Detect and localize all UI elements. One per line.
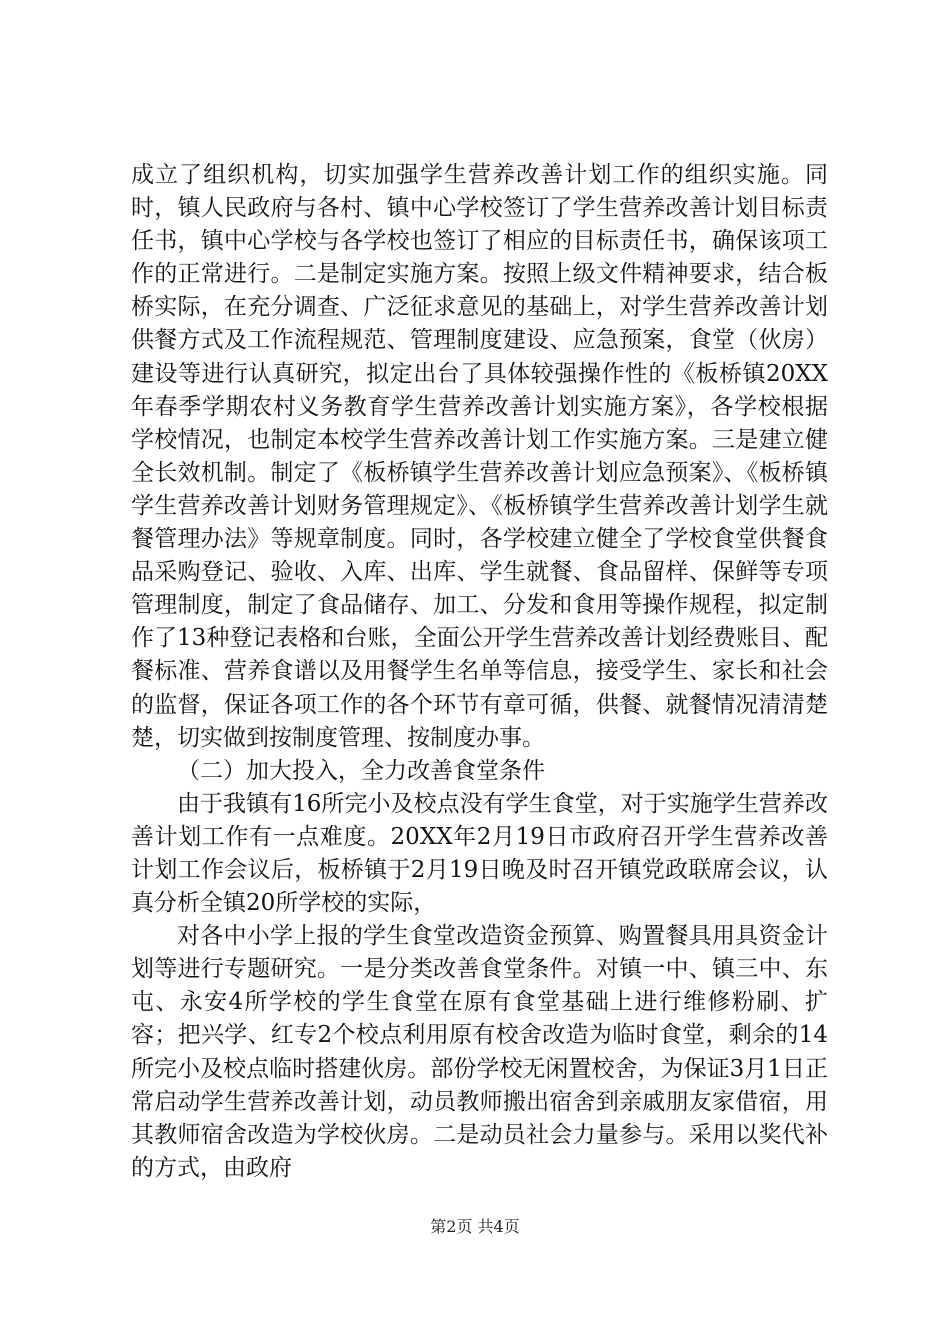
paragraph-canteen-difficulty: 由于我镇有16所完小及校点没有学生食堂，对于实施学生营养改善计划工作有一点难度。20XX年2月19日市政府召开学生营养改善计划工作会议后，板桥镇于2月19日晚及时召开镇党政联席会议，认真分析全镇20所学校的实际， (131, 790, 828, 917)
paragraph-canteen-improvement: 对各中小学上报的学生食堂改造资金预算、购置餐具用具资金计划等进行专题研究。一是分类改善食堂条件。对镇一中、镇三中、东屯、永安4所学校的学生食堂在原有食堂基础上进行维修粉刷、扩容；把兴学、红专2个校点利用原有校舍改造为临时食堂，剩余的14所完小及校点临时搭建伙房。部份学校无闲置校舍，为保证3月1日正常启动学生营养改善计划，动员教师搬出宿舍到亲戚朋友家借宿，用其教师宿舍改造为学校伙房。二是动员社会力量参与。采用以奖代补的方式，由政府 (131, 923, 828, 1181)
page-number-footer: 第2页 共4页 (430, 1217, 520, 1236)
section-heading-2: （二）加大投入，全力改善食堂条件 (177, 757, 545, 784)
document-body (131, 159, 828, 1185)
paragraph-organization: 成立了组织机构，切实加强学生营养改善计划工作的组织实施。同时，镇人民政府与各村、镇中心学校签订了学生营养改善计划目标责任书，镇中心学校与各学校也签订了相应的目标责任书，确保该项工作的正常进行。二是制定实施方案。按照上级文件精神要求，结合板桥实际，在充分调查、广泛征求意见的基础上，对学生营养改善计划供餐方式及工作流程规范、管理制度建设、应急预案，食堂（伙房）建设等进行认真研究，拟定出台了具体较强操作性的《板桥镇20XX年春季学期农村义务教育学生营养改善计划实施方案》，各学校根据学校情况，也制定本校学生营养改善计划工作实施方案。三是建立健全长效机制。制定了《板桥镇学生营养改善计划应急预案》、《板桥镇学生营养改善计划财务管理规定》、《板桥镇学生营养改善计划学生就餐管理办法》等规章制度。同时，各学校建立健全了学校食堂供餐食品采购登记、验收、入库、出库、学生就餐、食品留样、保鲜等专项管理制度，制定了食品储存、加工、分发和食用等操作规程，拟定制作了13种登记表格和台账，全面公开学生营养改善计划经费账目、配餐标准、营养食谱以及用餐学生名单等信息，接受学生、家长和社会的监督，保证各项工作的各个环节有章可循，供餐、就餐情况清清楚楚，切实做到按制度管理、按制度办事。 (131, 162, 828, 751)
